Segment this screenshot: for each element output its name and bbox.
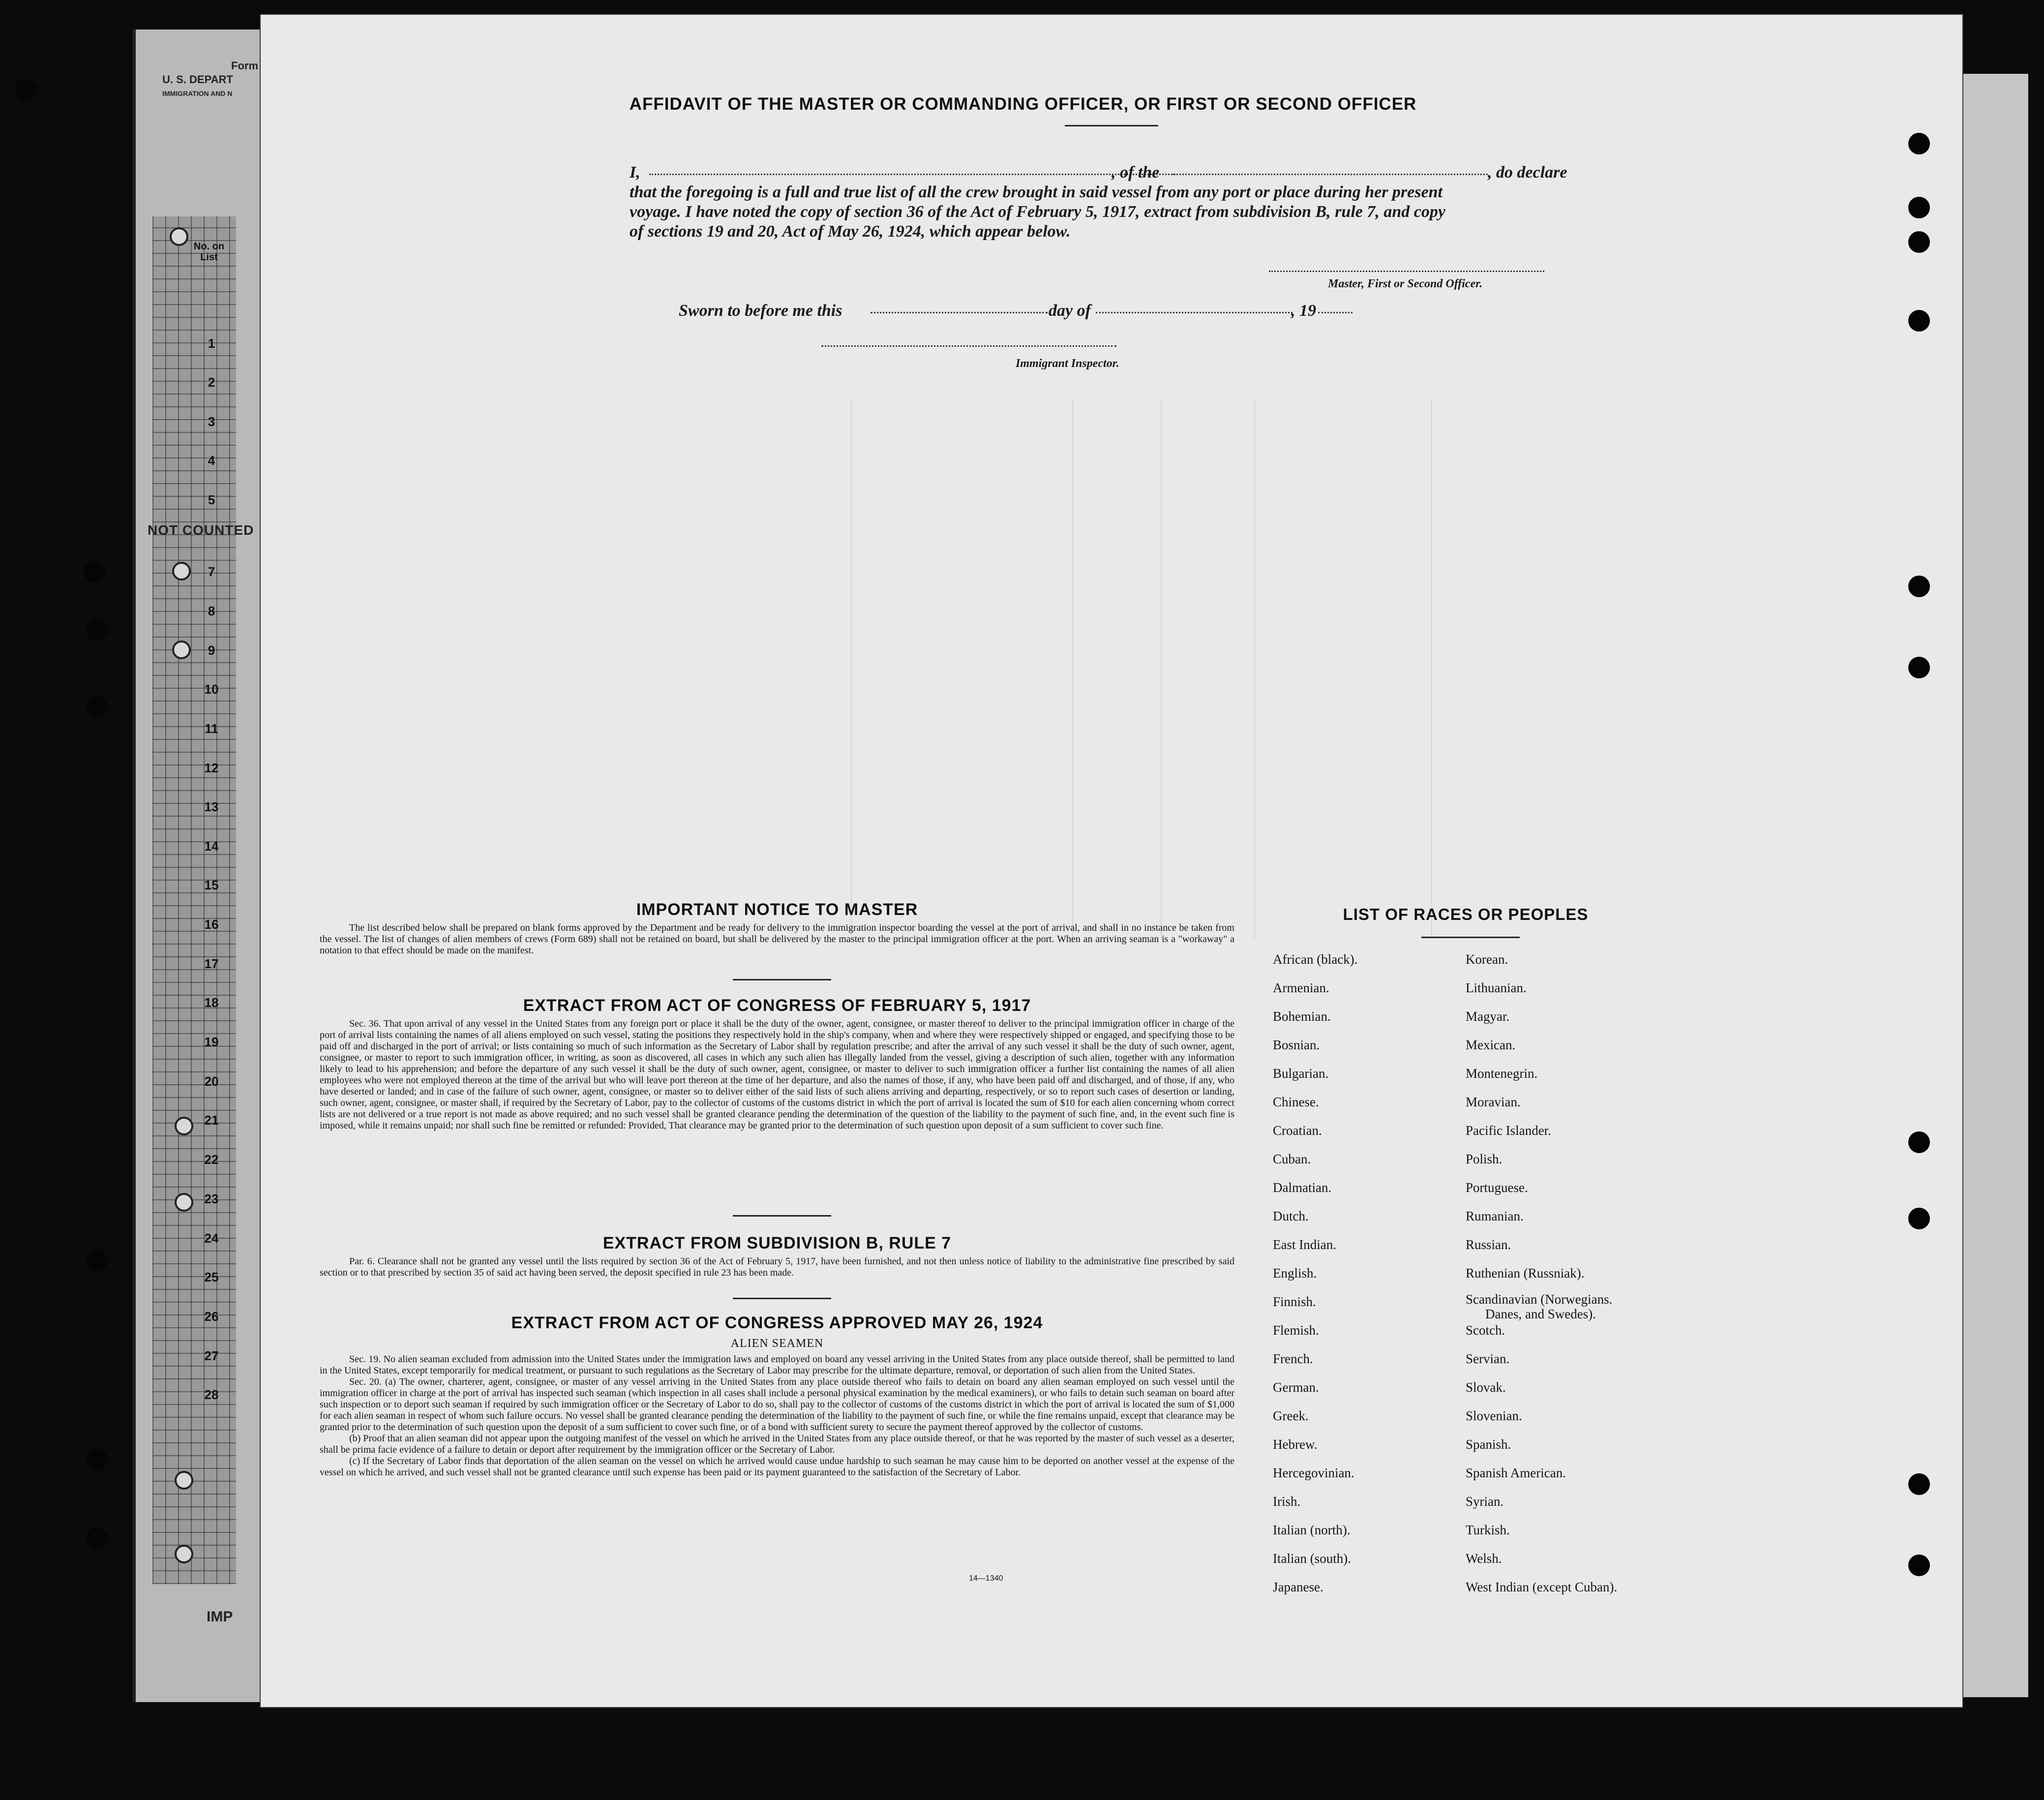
binder-hole xyxy=(1908,310,1930,332)
race-item: German. xyxy=(1273,1380,1319,1395)
affidavit-title: AFFIDAVIT OF THE MASTER OR COMMANDING OFFICER, OR FIRST OR SECOND OFFICER xyxy=(629,94,1417,114)
race-item: Dutch. xyxy=(1273,1209,1309,1223)
binder-hole xyxy=(86,696,108,718)
race-item: Montenegrin. xyxy=(1466,1066,1538,1081)
race-item: Greek. xyxy=(1273,1408,1309,1423)
ghost-column-line xyxy=(1431,398,1432,940)
race-item: Armenian. xyxy=(1273,980,1329,995)
race-item: Flemish. xyxy=(1273,1323,1319,1338)
race-item: Bohemian. xyxy=(1273,1009,1331,1024)
binder-hole-light xyxy=(175,1117,193,1135)
under-header-line: U. S. DEPART xyxy=(162,73,233,86)
inspector-label: Immigrant Inspector. xyxy=(1016,357,1119,370)
sec20c-text: (c) If the Secretary of Labor finds that deportation of the alien seaman on the vessel on which he arrived would cause undue hardship to such seaman he may cause him to be deported on another vessel at the expense of the vessel on which he arrived, and such vessel shall not be granted clearance until such expense has been paid or its payment guaranteed to the satisfaction of the Secretary of Labor. xyxy=(320,1456,1234,1478)
sec19-text: Sec. 19. No alien seaman excluded from admission into the United States under the immigration laws and employed on board any vessel arriving in the United States from any place outside thereof, shall be permitted to land in the United States, except temporarily for medical treatment, or pursuant to such regulations as the Secretary of Labor may prescribe for the ultimate departure, removal, or deportation of such alien from the United States. xyxy=(320,1354,1234,1376)
binder-hole xyxy=(1908,576,1930,597)
ledger-row-number: 28 xyxy=(204,1387,219,1402)
race-item: Spanish American. xyxy=(1466,1465,1566,1480)
ledger-row-number: 27 xyxy=(204,1348,219,1363)
race-item: Scandinavian (Norwegians. xyxy=(1466,1292,1613,1307)
ledger-row-number: 16 xyxy=(204,917,219,932)
affidavit-line4: of sections 19 and 20, Act of May 26, 1924, which appear below. xyxy=(630,222,1071,241)
race-item: Italian (south). xyxy=(1273,1551,1351,1566)
right-underlying-sheet xyxy=(1957,74,2028,1697)
ledger-row-number: 18 xyxy=(204,995,219,1010)
ledger-row-number: 10 xyxy=(204,682,219,697)
race-item: Japanese. xyxy=(1273,1580,1323,1594)
inspector-signature-field[interactable] xyxy=(821,345,1116,347)
binder-hole xyxy=(86,1527,108,1549)
ledger-row-number: 7 xyxy=(208,564,215,579)
binder-hole xyxy=(86,1449,108,1470)
ghost-column-line xyxy=(1161,398,1162,940)
race-item: Finnish. xyxy=(1273,1294,1316,1309)
races-rule xyxy=(1421,937,1520,938)
under-header-line: Form xyxy=(231,60,258,72)
binder-hole-light xyxy=(172,562,191,580)
ghost-column-line xyxy=(1072,398,1073,940)
ledger-row-number: 2 xyxy=(208,375,215,390)
affidavit-page xyxy=(261,15,1962,1707)
binder-hole xyxy=(1908,1555,1930,1576)
extract-1917-rule xyxy=(733,1215,831,1217)
ledger-row-number: 8 xyxy=(208,604,215,618)
race-item: Rumanian. xyxy=(1466,1209,1524,1223)
ledger-row-number: 4 xyxy=(208,453,215,468)
ledger-row-number: 15 xyxy=(204,878,219,892)
ledger-row-number: 25 xyxy=(204,1270,219,1284)
extract-1924-body xyxy=(320,1354,1234,1478)
race-item: Turkish. xyxy=(1466,1523,1510,1537)
affidavit-line3: voyage. I have noted the copy of section 36 of the Act of February 5, 1917, extract from subdivision B, rule 7, and copy xyxy=(630,203,1445,221)
form-number: 14—1340 xyxy=(969,1574,1003,1583)
vessel-name-field[interactable] xyxy=(1173,174,1488,175)
rule7-rule xyxy=(733,1298,831,1299)
race-item: Polish. xyxy=(1466,1152,1503,1166)
binder-hole-light xyxy=(172,641,191,659)
binder-hole xyxy=(1908,1473,1930,1495)
ledger-row-number: 26 xyxy=(204,1309,219,1324)
sworn-year-field[interactable] xyxy=(1318,312,1353,313)
affidavit-line1-prefix: I, xyxy=(630,163,640,182)
race-item: Portuguese. xyxy=(1466,1180,1528,1195)
affidavit-do-declare: , do declare xyxy=(1488,163,1567,182)
ledger-row-number: 13 xyxy=(204,799,219,814)
race-item: Ruthenian (Russniak). xyxy=(1466,1266,1585,1281)
race-item: Bulgarian. xyxy=(1273,1066,1329,1081)
race-item: Chinese. xyxy=(1273,1095,1319,1109)
affidavit-line2: that the foregoing is a full and true list of all the crew brought in said vessel from any port or place during her present xyxy=(630,183,1443,201)
race-item: Russian. xyxy=(1466,1237,1511,1252)
binder-hole xyxy=(1908,231,1930,253)
race-item: Servian. xyxy=(1466,1351,1510,1366)
ledger-row-number: 12 xyxy=(204,761,219,775)
sworn-prefix: Sworn to before me this xyxy=(679,302,842,320)
ledger-row-number: 23 xyxy=(204,1191,219,1206)
race-item: West Indian (except Cuban). xyxy=(1466,1580,1618,1594)
extract-1917-title: EXTRACT FROM ACT OF CONGRESS OF FEBRUARY 5, 1917 xyxy=(523,996,1031,1015)
ghost-column-line xyxy=(1254,398,1255,940)
binder-hole xyxy=(86,1250,108,1271)
notice-rule xyxy=(733,979,831,980)
extract-1924-subtitle: ALIEN SEAMEN xyxy=(730,1337,824,1350)
race-item: Italian (north). xyxy=(1273,1523,1351,1537)
sec20a-text: Sec. 20. (a) The owner, charterer, agent, consignee, or master of any vessel arriving in the United States from any place outside thereof who fails to detain on board any alien seaman employed on such vessel until the immigration officer in charge at the port of arrival has inspected such seaman (which inspection in all cases shall include a personal physical examination by the medical examiners), or who fails to detain such seaman on board after such inspection or to deport such seaman if required by such immigration officer or the Secretary of Labor to do so, shall pay to the collector of customs of the customs district in which the port of arrival is located the sum of $1,000 for each alien seaman in respect of whom such failure occurs. No vessel shall be granted clearance pending the determination of the liability to the payment of such fine, or while the fine remains unpaid, except that clearance may be granted prior to the determination of such question upon the deposit of a sum sufficient to cover such fine, or of a bond with sufficient surety to secure the payment thereof approved by the collector of customs. xyxy=(320,1376,1234,1433)
sworn-day-field[interactable] xyxy=(871,312,1048,313)
ledger-row-number: 1 xyxy=(208,336,215,351)
ghost-column-line xyxy=(851,398,852,940)
race-item: Scotch. xyxy=(1466,1323,1505,1338)
binder-hole-light xyxy=(175,1471,193,1490)
sworn-day-of: day of xyxy=(1049,302,1091,320)
race-item: Dalmatian. xyxy=(1273,1180,1332,1195)
race-item: Syrian. xyxy=(1466,1494,1504,1509)
ledger-row-number: 19 xyxy=(204,1035,219,1049)
notice-body: The list described below shall be prepared on blank forms approved by the Department and be ready for delivery to the immigration inspector boarding the vessel at the port of arrival, and shall in no instance be taken from the vessel. The list of changes of alien members of crews (Form 689) shall not be retained on board, but shall be delivered by the master to the principal immigration officer at the port. When an arriving seaman is a "workaway" a notation to that effect should be made on the manifest. xyxy=(320,922,1234,956)
binder-hole xyxy=(1908,133,1930,154)
binder-hole xyxy=(84,561,105,582)
binder-hole xyxy=(1908,197,1930,218)
extract-1924-title: EXTRACT FROM ACT OF CONGRESS APPROVED MAY 26, 1924 xyxy=(511,1313,1043,1332)
under-header-line: IMMIGRATION AND N xyxy=(162,90,233,97)
sworn-year-prefix: , 19 xyxy=(1291,302,1316,320)
ledger-row-number: 24 xyxy=(204,1231,219,1246)
binder-hole xyxy=(1908,1208,1930,1229)
race-item: Bosnian. xyxy=(1273,1037,1320,1052)
race-item: Pacific Islander. xyxy=(1466,1123,1551,1138)
ledger-row-number: 5 xyxy=(208,492,215,507)
not-counted-stamp: NOT COUNTED xyxy=(148,522,254,538)
race-item: Slovak. xyxy=(1466,1380,1506,1395)
sworn-month-field[interactable] xyxy=(1096,312,1293,313)
race-item: Irish. xyxy=(1273,1494,1301,1509)
notice-title: IMPORTANT NOTICE TO MASTER xyxy=(636,900,918,919)
binder-hole-light xyxy=(170,227,188,246)
master-signature-label: Master, First or Second Officer. xyxy=(1328,277,1483,290)
ledger-row-number: 17 xyxy=(204,956,219,971)
race-item: Croatian. xyxy=(1273,1123,1322,1138)
race-item: African (black). xyxy=(1273,952,1358,967)
race-item: Danes, and Swedes). xyxy=(1485,1307,1596,1321)
binder-hole xyxy=(15,79,36,100)
rule7-title: EXTRACT FROM SUBDIVISION B, RULE 7 xyxy=(602,1234,952,1252)
ledger-row-number: 11 xyxy=(205,721,218,736)
affidavit-title-rule xyxy=(1065,125,1158,126)
binder-hole xyxy=(1908,1131,1930,1153)
extract-1917-body: Sec. 36. That upon arrival of any vessel in the United States from any foreign port or place it shall be the duty of the owner, agent, consignee, or master thereof to deliver to the principal immigration officer in charge of the port of arrival lists containing the names of all aliens employed on such vessel, stating the positions they respectively hold in the ship's company, when and where they were respectively shipped or engaged, and specifying those to be paid off and discharged in the port of arrival; or lists containing so much of such information as the Secretary of Labor shall by regulation prescribe; and after the arrival of any such vessel it shall be the duty of such owner, agent, consignee, or master to report to such immigration officer, in writing, as soon as discovered, all cases in which any such alien has illegally landed from the vessel, giving a description of such alien, together with any information likely to lead to his apprehension; and before the departure of any such vessel it shall be the duty of such owner, agent, consignee, or master to deliver to such immigration officer a further list containing the names of all alien employees who were not employed thereon at the time of the arrival but who will leave port thereon at the time of her departure, and also the names of those, if any, who have been paid off and discharged, and of those, if any, who have deserted or landed; and in case of the failure of such owner, agent, consignee, or master so to deliver either of the said lists of such aliens arriving and departing, respectively, or so to report such cases of desertion or landing, such owner, agent, consignee, or master shall, if required by the Secretary of Labor, pay to the collector of customs of the customs district in which the port of arrival is located the sum of $10 for each alien concerning whom correct lists are not delivered or a true report is not made as above required; and no such vessel shall be granted clearance pending the determination of the question of the liability to the payment of such fine, and, in the event such fine is imposed, while it remains unpaid; nor shall such fine be remitted or refunded: Provided, That clearance may be granted prior to the determination of such question upon deposit of a sum sufficient to cover such fine. xyxy=(320,1018,1234,1131)
ledger-row-number: 9 xyxy=(208,643,215,658)
master-name-field[interactable] xyxy=(649,174,1175,175)
race-item: Korean. xyxy=(1466,952,1508,967)
race-item: Spanish. xyxy=(1466,1437,1511,1452)
ledger-row-number: 3 xyxy=(208,414,215,429)
race-item: Magyar. xyxy=(1466,1009,1510,1024)
race-item: English. xyxy=(1273,1266,1317,1281)
race-item: Mexican. xyxy=(1466,1037,1516,1052)
ledger-row-number: 22 xyxy=(204,1152,219,1167)
race-item: East Indian. xyxy=(1273,1237,1336,1252)
sec20b-text: (b) Proof that an alien seaman did not appear upon the outgoing manifest of the vessel on which he arrived in the United States from any place outside thereof, or that he was reported by the master of such vessel as a deserter, shall be prima facie evidence of a failure to detain or deport after requirement by the immigration officer or the Secretary of Labor. xyxy=(320,1433,1234,1455)
race-item: French. xyxy=(1273,1351,1313,1366)
race-item: Moravian. xyxy=(1466,1095,1521,1109)
races-title: LIST OF RACES OR PEOPLES xyxy=(1343,905,1589,923)
race-item: Cuban. xyxy=(1273,1152,1311,1166)
race-item: Welsh. xyxy=(1466,1551,1502,1566)
no-on-list-heading: No. on List xyxy=(193,241,225,263)
race-item: Hercegovinian. xyxy=(1273,1465,1354,1480)
binder-hole xyxy=(86,620,108,641)
affidavit-of-the: , of the xyxy=(1112,163,1160,182)
race-item: Lithuanian. xyxy=(1466,980,1527,995)
ledger-row-number: 20 xyxy=(204,1074,219,1089)
binder-hole-light xyxy=(175,1193,193,1212)
race-item: Slovenian. xyxy=(1466,1408,1522,1423)
binder-hole-light xyxy=(175,1545,193,1563)
race-item: Hebrew. xyxy=(1273,1437,1318,1452)
under-sheet-bottom-text: IMP xyxy=(207,1609,233,1625)
ledger-row-number: 14 xyxy=(204,839,219,854)
master-signature-field[interactable] xyxy=(1269,271,1544,272)
binder-hole xyxy=(1908,657,1930,678)
rule7-body: Par. 6. Clearance shall not be granted any vessel until the lists required by section 36 of the Act of February 5, 1917, have been furnished, and not then unless notice of liability to the administrative fine prescribed by said section or to that prescribed by section 35 of said act having been served, the deposit specified in rule 23 has been made. xyxy=(320,1256,1234,1278)
ledger-row-number: 21 xyxy=(204,1113,219,1128)
